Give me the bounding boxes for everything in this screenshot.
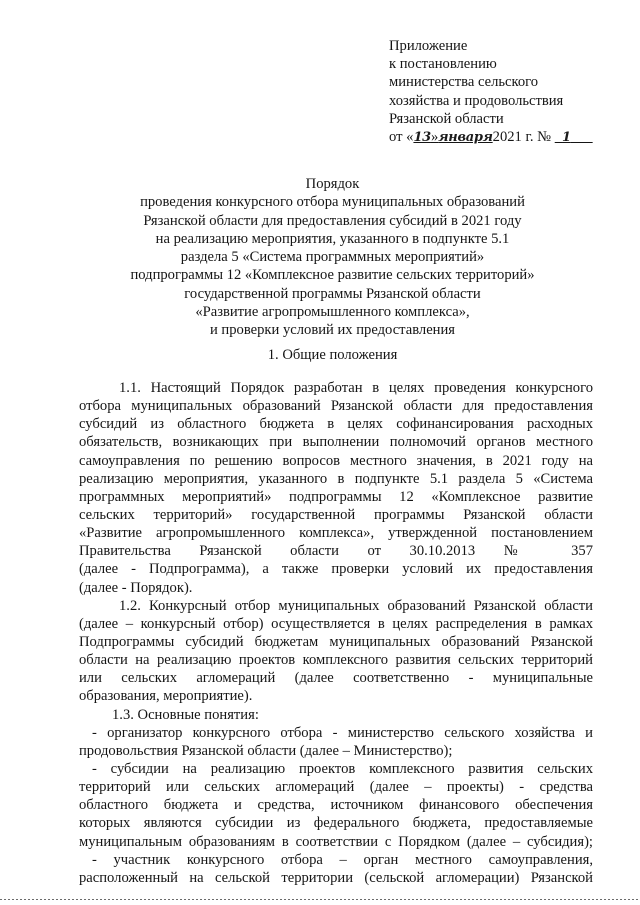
date-prefix: от « bbox=[389, 129, 414, 146]
date-month: января bbox=[438, 130, 493, 146]
paragraph-line: - организатор конкурсного отбора - министерство сельского хозяйства и bbox=[92, 724, 593, 741]
title-line: раздела 5 «Система программных мероприятий» bbox=[180, 249, 485, 266]
paragraph-line: или сельских агломераций (далее соответственно - муниципальные bbox=[79, 670, 593, 687]
paragraph-line: Правительства Рязанской области от 30.10.2013 № 357 bbox=[79, 543, 593, 560]
paragraph-line: - субсидии на реализацию проектов комплексного развития сельских bbox=[92, 760, 593, 777]
title-line: Рязанской области для предоставления субсидий в 2021 году bbox=[143, 212, 522, 229]
appendix-line: Рязанской области bbox=[389, 110, 504, 127]
paragraph-line: - участник конкурсного отбора – орган местного самоуправления, bbox=[92, 851, 593, 868]
document-body bbox=[79, 379, 593, 887]
date-day-underline bbox=[413, 129, 492, 145]
paragraph-line: продовольствия Рязанской области (далее – Министерство); bbox=[79, 742, 453, 759]
document-title bbox=[60, 175, 605, 340]
paragraph-line: 1.1. Настоящий Порядок разработан в целях проведения конкурсного bbox=[119, 380, 593, 396]
paragraph-line: 1.2. Конкурсный отбор муниципальных образований Рязанской области bbox=[119, 597, 593, 614]
page-edge-rule bbox=[0, 899, 640, 900]
title-line: и проверки условий их предоставления bbox=[209, 322, 456, 339]
paragraph-line: расположенный на сельской территории (сельской агломерации) Рязанской bbox=[79, 869, 593, 886]
paragraph-line: реализацию мероприятия, указанного в подпункте 5.1 раздела 5 «Система bbox=[79, 470, 593, 487]
appendix-line: к постановлению bbox=[389, 56, 497, 73]
paragraph-line: (далее – конкурсный отбор) осуществляется в целях распределения в рамках bbox=[79, 615, 593, 632]
paragraph-line: (далее - Подпрограмма), а также проверки условий их предоставления bbox=[79, 561, 593, 578]
paragraph-line: образования, мероприятие). bbox=[79, 688, 253, 705]
paragraph-line: областного бюджета и средства, источником финансового обеспечения bbox=[79, 797, 593, 814]
date-number-underline bbox=[555, 129, 593, 145]
appendix-line: министерства сельского bbox=[389, 74, 539, 91]
paragraph-line: самоуправления по решению вопросов местного значения, в 2021 году на bbox=[79, 452, 593, 469]
paragraph-line: отбора муниципальных образований Рязанской области для предоставления bbox=[79, 398, 593, 415]
paragraph-line: области на реализацию проектов комплексного развития сельских территорий bbox=[79, 652, 593, 669]
paragraph-line: (далее - Порядок). bbox=[79, 579, 193, 596]
date-day: 13 bbox=[413, 130, 431, 146]
paragraph-line: сельских территорий» государственной программы Рязанской области bbox=[79, 506, 593, 523]
date-number: 1 bbox=[562, 130, 571, 146]
paragraph-line: «Развитие агропромышленного комплекса», утвержденной постановлением bbox=[79, 525, 593, 542]
paragraph-line: территорий или сельских агломераций (далее – проекты) - средства bbox=[79, 779, 593, 796]
paragraph-line: 1.3. Основные понятия: bbox=[112, 706, 259, 723]
appendix-date-line bbox=[389, 128, 619, 147]
paragraph-line: обязательств, возникающих при выполнении полномочий органов местного bbox=[79, 434, 593, 451]
appendix-block bbox=[389, 37, 619, 147]
paragraph-line: муниципальным образованиям в соответствии с Порядком (далее – субсидия); bbox=[79, 833, 593, 850]
section-heading: 1. Общие положения bbox=[267, 347, 398, 363]
date-year: 2021 г. № bbox=[492, 129, 552, 146]
title-line: Порядок bbox=[305, 176, 360, 192]
title-line: проведения конкурсного отбора муниципальных образований bbox=[140, 194, 525, 211]
paragraph-line: субсидий из областного бюджета в целях софинансирования расходных bbox=[79, 416, 593, 433]
date-mid: » bbox=[430, 129, 439, 146]
appendix-line: Приложение bbox=[389, 38, 468, 54]
title-line: государственной программы Рязанской области bbox=[184, 285, 481, 302]
paragraph-line: Подпрограммы субсидий бюджетам муниципальных образований Рязанской bbox=[79, 633, 593, 650]
title-line: подпрограммы 12 «Комплексное развитие сельских территорий» bbox=[130, 267, 535, 284]
title-line: на реализацию мероприятия, указанного в подпункте 5.1 bbox=[155, 230, 510, 247]
title-line: «Развитие агропромышленного комплекса», bbox=[195, 304, 470, 321]
appendix-line: хозяйства и продовольствия bbox=[389, 92, 564, 109]
paragraph-line: программных мероприятий» подпрограммы 12 «Комплексное развитие bbox=[79, 488, 593, 505]
paragraph-line: которых являются субсидии из федерального бюджета, предоставляемые bbox=[79, 815, 593, 832]
